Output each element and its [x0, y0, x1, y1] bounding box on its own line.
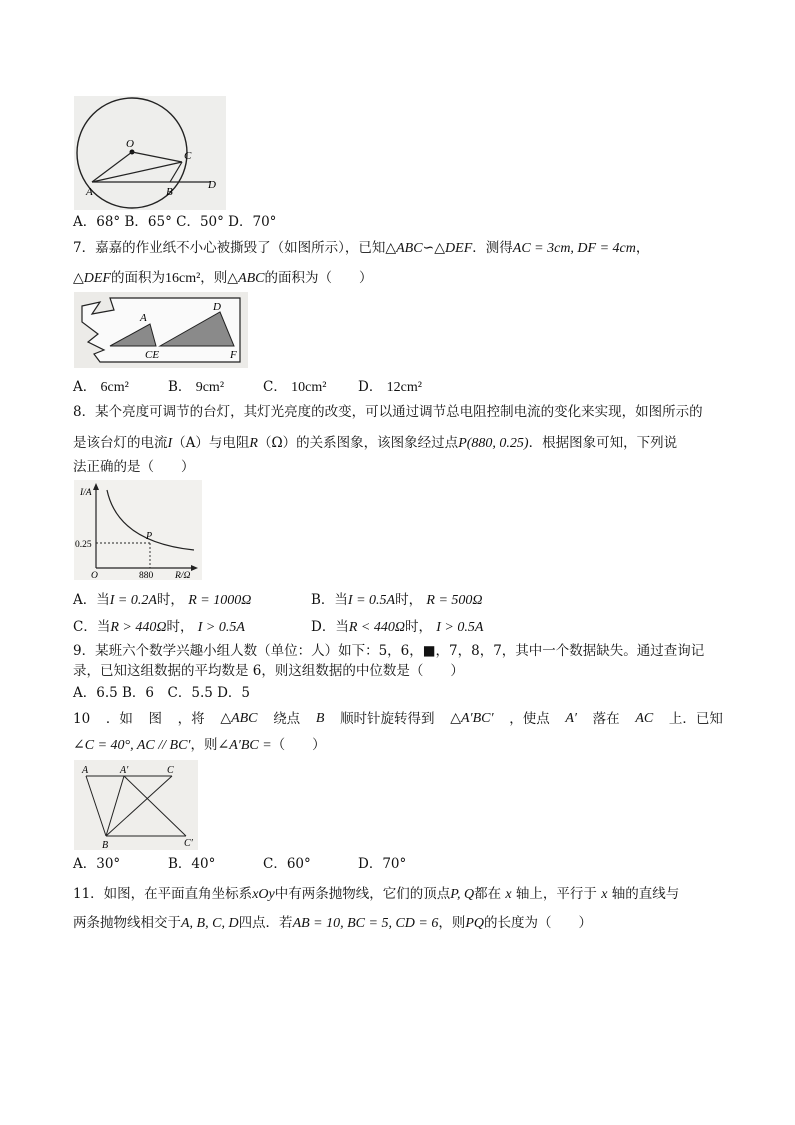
point-p-label: P	[146, 531, 153, 542]
q8-text: （A）与电阻	[172, 435, 250, 451]
q11-math: AB = 10, BC = 5, CD = 6	[292, 916, 439, 931]
q7-abc-math: △ABC	[227, 271, 265, 286]
q7-area-math: 16cm²	[164, 271, 201, 286]
option-text: A．当	[73, 592, 110, 608]
q7-option-c	[263, 377, 326, 398]
label-f: F	[230, 349, 237, 361]
q7-line1	[73, 238, 649, 259]
option-letter: B．	[168, 379, 192, 395]
q11-line2	[73, 913, 592, 934]
q10-math: △ABC	[220, 711, 258, 726]
y-tick-label: 0.25	[75, 540, 92, 550]
q7-measure-math: AC = 3cm, DF = 4cm	[512, 241, 636, 256]
q7-text: ，	[635, 240, 650, 256]
label-c: C	[184, 150, 192, 162]
q9-options: A．6.5 B．6 C．5.5 D．5	[73, 685, 251, 701]
q10-text: （ ）	[271, 737, 326, 753]
q10-text: ，将	[177, 711, 205, 727]
q7-text: 的面积为	[110, 270, 165, 286]
option-text: 时，	[166, 619, 194, 635]
option-letter: C．	[263, 379, 287, 395]
option-math: R < 440Ω	[348, 620, 405, 635]
q10-text: ，则	[190, 737, 218, 753]
q8-line1: 8．某个亮度可调节的台灯，其灯光亮度的改变，可以通过调节总电阻控制电流的变化来实现，如图所示的	[73, 404, 703, 420]
q11-math: x	[505, 887, 512, 902]
option-letter: D．	[358, 379, 383, 395]
option-math: I > 0.5A	[436, 620, 484, 635]
x-axis-label: R/Ω	[175, 571, 191, 580]
q7-text: 7．嘉嘉的作业纸不小心被撕毁了（如图所示），已知	[73, 240, 386, 256]
option-math: R > 440Ω	[110, 620, 167, 635]
q7-text: ，则	[200, 270, 228, 286]
q11-math: P, Q	[450, 887, 475, 902]
label-c-prime: C′	[184, 838, 193, 849]
option-text: 时，	[395, 592, 423, 608]
q11-math: A, B, C, D	[181, 916, 239, 931]
q11-math: x	[601, 887, 608, 902]
x-tick-label: 880	[139, 571, 154, 580]
q10-math: ∠A′BC =	[217, 738, 272, 753]
label-b: B	[166, 186, 173, 198]
q7-option-a	[73, 377, 129, 398]
q11-math: PQ	[465, 916, 485, 931]
q7-option-d	[358, 377, 422, 398]
q9-line1: 9．某班六个数学兴趣小组人数（单位：人）如下：5，6，■，7，8，7，其中一个数据缺失。通过查询记	[73, 643, 705, 659]
q8-line3: 法正确的是（ ）	[73, 459, 195, 475]
option-text: 时，	[156, 592, 184, 608]
q10-line2	[73, 735, 326, 756]
q8-option-d	[311, 617, 483, 638]
q6-circle-figure	[74, 96, 226, 210]
option-text: D．当	[311, 619, 349, 635]
q6-options: A．68° B．65° C．50° D．70°	[73, 214, 277, 230]
y-axis-label: I/A	[80, 488, 92, 498]
q11-text: 轴的直线与	[611, 886, 680, 902]
label-d: D	[213, 301, 221, 313]
q7-similar-math: △ABC∽△DEF	[385, 241, 473, 256]
q7-torn-paper-figure	[74, 292, 248, 368]
q9-line2: 录，已知这组数据的平均数是 6，则这组数据的中位数是（ ）	[73, 663, 464, 679]
q10-math: △A′BC′	[450, 711, 494, 726]
label-a: A	[82, 765, 89, 776]
option-text: B．当	[311, 592, 348, 608]
origin-label: O	[91, 571, 98, 580]
q11-text: ，则	[438, 915, 466, 931]
label-d: D	[208, 179, 216, 191]
label-a: A	[86, 186, 93, 198]
q8-option-c	[73, 617, 245, 638]
q10-option-d: D．70°	[358, 856, 407, 872]
q8-current-var: I	[167, 436, 173, 451]
option-value: 10cm²	[291, 380, 327, 395]
q10-option-c: C．60°	[263, 856, 311, 872]
q10-math: AC	[635, 711, 654, 726]
q10-math: ∠C = 40°, AC // BC′	[73, 738, 191, 753]
q7-option-b	[168, 377, 224, 398]
q10-text: 图	[148, 711, 162, 727]
q10-option-a: A．30°	[73, 856, 121, 872]
option-math: R = 500Ω	[426, 593, 483, 608]
q10-option-b: B．40°	[168, 856, 216, 872]
option-math: R = 1000Ω	[188, 593, 252, 608]
q8-text: ．根据图象可知，下列说	[528, 435, 678, 451]
q10-text: 顺时针旋转得到	[340, 711, 435, 727]
q10-text: 绕点	[273, 711, 301, 727]
q8-point-math: P(880, 0.25)	[458, 436, 529, 451]
q10-text: 落在	[592, 711, 620, 727]
q8-text: 是该台灯的电流	[73, 435, 168, 451]
q8-line2	[73, 433, 677, 454]
q10-math: B	[315, 711, 325, 726]
option-value: 6cm²	[100, 380, 129, 395]
label-a: A	[140, 312, 147, 324]
q10-text: 上．已知	[668, 711, 723, 727]
q11-text: 四点．若	[238, 915, 293, 931]
q8-resistance-var: R	[249, 436, 258, 451]
q7-def-math: △DEF	[73, 271, 111, 286]
q10-rotation-figure	[74, 760, 198, 850]
option-math: I = 0.5A	[347, 593, 396, 608]
option-value: 9cm²	[195, 380, 225, 395]
label-o: O	[126, 138, 134, 150]
q8-text: （Ω）的关系图象，该图象经过点	[257, 435, 459, 451]
q10-line1	[73, 709, 723, 729]
option-text: C．当	[73, 619, 111, 635]
option-math: I > 0.5A	[197, 620, 245, 635]
label-b: B	[102, 840, 109, 850]
q8-option-a	[73, 590, 251, 611]
q11-text: 的长度为（ ）	[484, 915, 593, 931]
q11-text: 中有两条抛物线，它们的顶点	[274, 886, 451, 902]
q10-math: A′	[565, 711, 577, 726]
q10-text: ．如	[105, 711, 133, 727]
option-math: I = 0.2A	[109, 593, 157, 608]
q8-option-b	[311, 590, 483, 611]
q11-math: xOy	[252, 887, 275, 902]
q11-text: 11．如图，在平面直角坐标系	[73, 886, 253, 902]
label-ce: CE	[145, 349, 160, 361]
q7-line2	[73, 268, 373, 289]
label-a-prime: A′	[120, 765, 129, 776]
q7-text: ．测得	[472, 240, 513, 256]
q10-text: ，使点	[509, 711, 550, 727]
option-letter: A．	[73, 379, 97, 395]
q10-text: 10	[73, 711, 91, 727]
q8-graph-figure	[74, 480, 202, 580]
q11-text: 都在	[474, 886, 502, 902]
q7-text: 的面积为（ ）	[264, 270, 373, 286]
q11-line1	[73, 884, 679, 905]
option-text: 时，	[404, 619, 432, 635]
label-c: C	[167, 765, 174, 776]
option-value: 12cm²	[386, 380, 422, 395]
q11-text: 两条抛物线相交于	[73, 915, 181, 931]
q11-text: 轴上，平行于	[515, 886, 597, 902]
